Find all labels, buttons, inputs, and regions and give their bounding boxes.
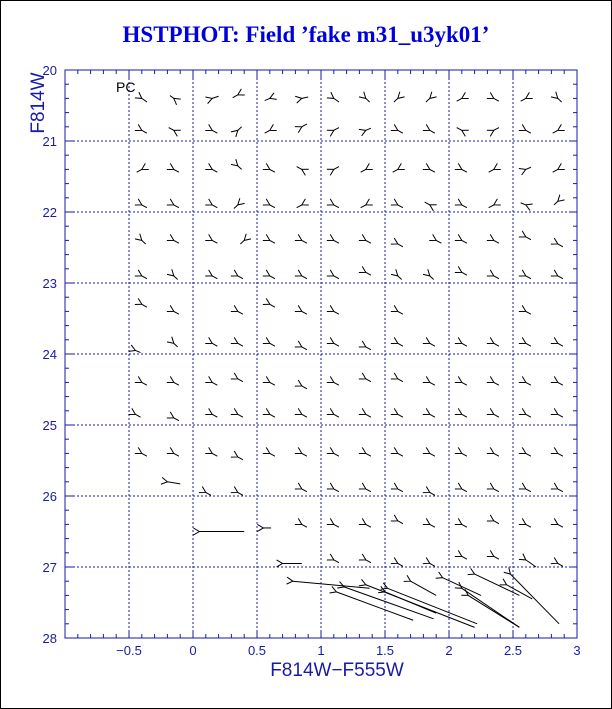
- vector-mark: [361, 169, 366, 172]
- vector-mark: [238, 127, 242, 131]
- vector-mark: [494, 521, 499, 524]
- vector-mark: [553, 130, 558, 133]
- vector-mark: [142, 382, 147, 385]
- x-tick-label: 1.5: [375, 643, 395, 658]
- y-tick-label: 20: [42, 63, 57, 78]
- vector-mark: [344, 587, 434, 619]
- vector-mark: [366, 560, 371, 563]
- vector-mark: [430, 524, 435, 527]
- vector-mark: [238, 166, 242, 170]
- vector-mark: [366, 379, 371, 382]
- pc-annotation: PC: [116, 79, 136, 95]
- vector-mark: [297, 205, 302, 208]
- vector-mark: [334, 311, 339, 314]
- vector-mark: [430, 563, 435, 566]
- vector-mark: [233, 95, 238, 98]
- vector-mark: [430, 169, 435, 172]
- vector-mark: [494, 128, 499, 131]
- vector-mark: [462, 343, 467, 346]
- vector-mark: [558, 563, 563, 566]
- vector-mark: [462, 205, 467, 208]
- vector-mark: [558, 382, 563, 385]
- vector-mark: [398, 343, 403, 346]
- vector-mark: [170, 96, 174, 99]
- x-tick-label: 3: [573, 643, 581, 658]
- vector-mark: [426, 98, 430, 102]
- vector-mark: [398, 379, 403, 382]
- vector-mark: [174, 311, 179, 314]
- vector-mark: [366, 128, 371, 130]
- vector-mark: [494, 453, 499, 456]
- vector-mark: [558, 98, 562, 102]
- vector-mark: [494, 276, 499, 279]
- vector-mark: [238, 414, 243, 417]
- vector-mark: [457, 128, 462, 131]
- y-tick-label: 23: [42, 276, 57, 291]
- vector-mark: [462, 489, 467, 492]
- vector-mark: [238, 311, 243, 314]
- vector-mark: [430, 492, 435, 495]
- vector-mark: [526, 237, 531, 240]
- vector-mark: [270, 276, 275, 279]
- vector-mark: [526, 167, 531, 169]
- y-tick-label: 26: [42, 489, 57, 504]
- vector-mark: [526, 130, 531, 133]
- vector-mark: [212, 96, 218, 98]
- vector-mark: [558, 489, 563, 492]
- vector-mark: [510, 574, 559, 624]
- vector-mark: [142, 98, 147, 102]
- vector-mark: [302, 347, 307, 350]
- chart-title: HSTPHOT: Field ’fake m31_u3yk01’: [122, 22, 490, 47]
- vector-mark: [212, 205, 217, 208]
- vector-mark: [265, 130, 270, 133]
- vector-mark: [142, 304, 147, 307]
- vector-mark: [167, 482, 180, 484]
- vector-mark: [553, 169, 558, 172]
- vector-mark: [443, 578, 481, 596]
- vector-mark: [462, 524, 467, 527]
- vector-mark: [334, 167, 339, 170]
- vector-mark: [475, 574, 520, 595]
- vector-mark: [430, 276, 434, 280]
- vector-mark: [521, 98, 526, 101]
- vector-mark: [238, 492, 243, 495]
- vector-mark: [334, 560, 339, 563]
- vector-mark: [334, 343, 339, 346]
- vector-mark: [366, 414, 371, 417]
- vector-mark: [135, 414, 140, 417]
- vector-mark: [430, 130, 435, 133]
- vector-mark: [302, 524, 307, 527]
- vector-mark: [174, 382, 179, 385]
- vector-mark: [521, 203, 526, 205]
- vector-mark: [393, 169, 398, 172]
- vector-mark: [336, 592, 413, 620]
- vector-mark: [366, 347, 371, 350]
- vector-mark: [526, 382, 531, 385]
- vector-mark: [430, 453, 435, 456]
- vector-mark: [398, 311, 403, 314]
- vector-mark: [334, 382, 339, 385]
- vector-mark: [398, 414, 403, 417]
- vector-mark: [302, 124, 307, 127]
- vector-mark: [430, 414, 435, 417]
- vector-mark: [302, 489, 307, 492]
- vector-mark: [142, 205, 147, 208]
- y-tick-label: 21: [42, 134, 57, 149]
- vector-mark: [270, 304, 275, 307]
- vector-mark: [430, 382, 435, 385]
- vector-mark: [558, 414, 563, 417]
- vector-mark: [174, 418, 179, 421]
- vector-mark: [265, 98, 270, 100]
- vector-mark: [297, 167, 302, 170]
- vector-mark: [302, 240, 307, 243]
- vector-mark: [174, 276, 178, 280]
- vector-mark: [270, 205, 275, 208]
- vector-mark: [174, 205, 179, 208]
- vector-mark: [270, 414, 275, 417]
- x-tick-label: 2.5: [503, 643, 523, 658]
- vector-mark: [411, 581, 437, 595]
- vector-mark: [270, 240, 275, 243]
- vector-mark: [398, 276, 402, 280]
- vector-mark: [457, 98, 462, 101]
- vector-mark: [174, 240, 179, 243]
- x-tick-label: 0: [189, 643, 197, 658]
- vector-mark: [302, 276, 307, 279]
- vector-mark: [302, 414, 307, 417]
- x-tick-label: 1: [317, 643, 325, 658]
- y-tick-label: 24: [42, 347, 57, 362]
- y-axis-label: F814W: [28, 72, 49, 134]
- vector-mark: [494, 382, 499, 385]
- vector-mark: [302, 97, 308, 98]
- vector-mark: [526, 414, 531, 417]
- y-tick-label: 28: [42, 631, 57, 646]
- vector-mark: [240, 240, 244, 244]
- vector-mark: [366, 489, 371, 492]
- vector-mark: [494, 489, 499, 492]
- vector-mark: [468, 595, 519, 627]
- vector-mark: [212, 414, 217, 417]
- vector-mark: [526, 453, 531, 456]
- vector-mark: [206, 492, 211, 495]
- vector-mark: [334, 414, 339, 417]
- vector-mark: [558, 524, 563, 527]
- vector-mark: [494, 98, 499, 101]
- vector-mark: [385, 592, 436, 613]
- vector-mark: [302, 453, 307, 456]
- vector-mark: [142, 276, 147, 279]
- vector-mark: [137, 169, 142, 172]
- vector-mark: [462, 414, 467, 417]
- vector-mark: [234, 205, 238, 209]
- vector-mark: [430, 343, 435, 346]
- vector-mark: [554, 201, 558, 205]
- vector-mark: [238, 276, 243, 279]
- axes: [43, 63, 581, 658]
- vector-mark: [212, 382, 217, 385]
- vector-mark: [270, 169, 275, 172]
- vector-mark: [212, 453, 217, 456]
- x-tick-label: 2: [445, 643, 453, 658]
- vector-mark: [334, 453, 339, 456]
- vector-mark: [398, 489, 403, 492]
- vector-mark: [526, 524, 531, 527]
- vector-mark: [174, 343, 178, 347]
- vector-mark: [334, 524, 339, 527]
- vector-mark: [212, 343, 217, 346]
- vector-mark: [334, 205, 339, 208]
- x-tick-label: −0.5: [116, 643, 142, 658]
- vector-mark: [394, 98, 398, 102]
- vector-mark: [398, 563, 403, 566]
- vector-mark: [489, 205, 494, 208]
- vector-mark: [135, 350, 140, 352]
- vector-mark: [366, 453, 371, 456]
- vector-mark: [334, 98, 339, 102]
- grid-lines: [65, 70, 577, 638]
- vector-mark: [366, 98, 370, 102]
- vector-mark: [293, 581, 370, 588]
- vector-mark: [462, 382, 467, 385]
- vector-mark: [334, 489, 339, 492]
- vector-mark: [302, 311, 307, 314]
- vector-mark: [174, 169, 179, 172]
- vector-mark: [174, 453, 179, 456]
- vector-mark: [494, 414, 499, 417]
- vector-mark: [526, 560, 536, 567]
- vector-mark: [398, 521, 403, 524]
- vector-mark: [334, 276, 339, 279]
- vector-mark: [212, 169, 217, 172]
- vector-mark: [398, 205, 403, 208]
- vector-mark: [212, 130, 217, 133]
- vector-mark: [494, 556, 499, 559]
- vector-mark: [212, 240, 217, 243]
- y-tick-label: 27: [42, 560, 57, 575]
- vector-mark: [398, 130, 403, 133]
- vector-mark: [558, 343, 563, 346]
- y-tick-label: 25: [42, 418, 57, 433]
- vector-mark: [494, 240, 499, 243]
- vector-mark: [142, 453, 147, 456]
- vector-mark: [334, 128, 339, 131]
- vector-mark: [489, 169, 494, 172]
- vector-mark: [494, 343, 499, 346]
- vector-mark: [462, 272, 467, 275]
- vector-mark: [212, 276, 217, 279]
- vector-mark: [334, 240, 339, 243]
- vector-mark: [526, 276, 531, 279]
- vector-mark: [462, 240, 467, 243]
- vector-mark: [462, 169, 467, 172]
- vector-mark: [366, 524, 371, 527]
- vector-mark: [462, 453, 467, 456]
- vector-mark: [558, 244, 563, 247]
- x-axis-label: F814W−F555W: [270, 660, 404, 681]
- vector-mark: [270, 382, 275, 385]
- vector-mark: [526, 489, 531, 492]
- vector-mark: [558, 276, 563, 279]
- vector-mark: [436, 240, 441, 243]
- vector-mark: [270, 343, 275, 346]
- vector-mark: [142, 240, 146, 244]
- vector-mark: [238, 343, 243, 346]
- vector-mark: [366, 272, 371, 275]
- vector-mark: [462, 556, 467, 559]
- vector-mark: [238, 457, 243, 460]
- vector-mark: [361, 205, 366, 208]
- vector-mark: [558, 453, 563, 456]
- vector-mark: [366, 240, 371, 243]
- vector-mark: [526, 311, 531, 314]
- vector-series: [135, 95, 563, 628]
- vector-mark: [398, 453, 403, 456]
- vector-mark: [169, 128, 174, 131]
- vector-mark: [142, 130, 147, 133]
- vector-mark: [526, 343, 531, 346]
- vector-mark: [238, 379, 243, 382]
- y-tick-label: 22: [42, 205, 57, 220]
- x-tick-label: 0.5: [247, 643, 267, 658]
- vector-mark: [398, 244, 403, 247]
- vector-mark: [425, 202, 430, 205]
- vector-mark: [270, 453, 275, 456]
- vector-mark: [302, 386, 307, 389]
